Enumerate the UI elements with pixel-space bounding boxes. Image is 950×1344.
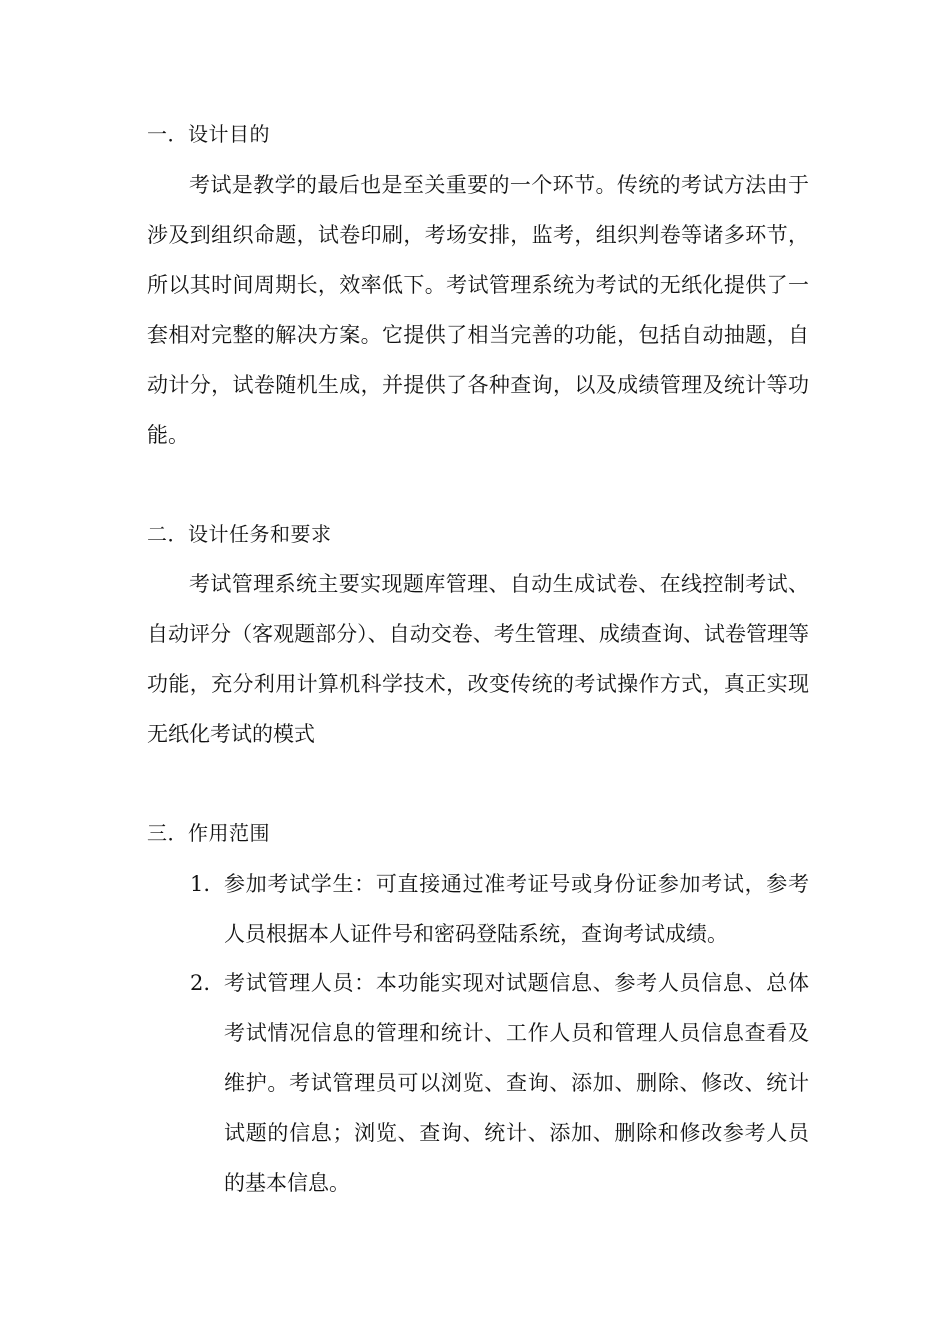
- list-item-text: 考试管理人员：本功能实现对试题信息、参考人员信息、总体考试情况信息的管理和统计、工作人员和管理人员信息查看及维护。考试管理员可以浏览、查询、添加、删除、修改、统计试题的信息；浏览、查询、统计、添加、删除和修改参考人员的基本信息。: [224, 971, 809, 1195]
- section-heading-tasks: 二．设计任务和要求: [147, 522, 332, 546]
- section-heading-scope: 三．作用范围: [147, 821, 270, 845]
- list-item-number: 1.: [190, 872, 211, 896]
- section-heading-purpose: 一．设计目的: [147, 122, 270, 146]
- list-item-text: 参加考试学生：可直接通过准考证号或身份证参加考试，参考人员根据本人证件号和密码登陆系统，查询考试成绩。: [224, 872, 809, 946]
- section-paragraph-tasks: 考试管理系统主要实现题库管理、自动生成试卷、在线控制考试、自动评分（客观题部分）、自动交卷、考生管理、成绩查询、试卷管理等功能，充分利用计算机科学技术，改变传统的考试操作方式，真正实现无纸化考试的模式: [147, 572, 809, 746]
- section-paragraph-purpose: 考试是教学的最后也是至关重要的一个环节。传统的考试方法由于涉及到组织命题，试卷印刷，考场安排，监考，组织判卷等诸多环节，所以其时间周期长，效率低下。考试管理系统为考试的无纸化提供了一套相对完整的解决方案。它提供了相当完善的功能，包括自动抽题，自动计分，试卷随机生成，并提供了各种查询，以及成绩管理及统计等功能。: [147, 173, 809, 447]
- list-item-students: [190, 859, 809, 959]
- list-item-administrators: [190, 958, 809, 1208]
- list-item-number: 2.: [190, 971, 211, 995]
